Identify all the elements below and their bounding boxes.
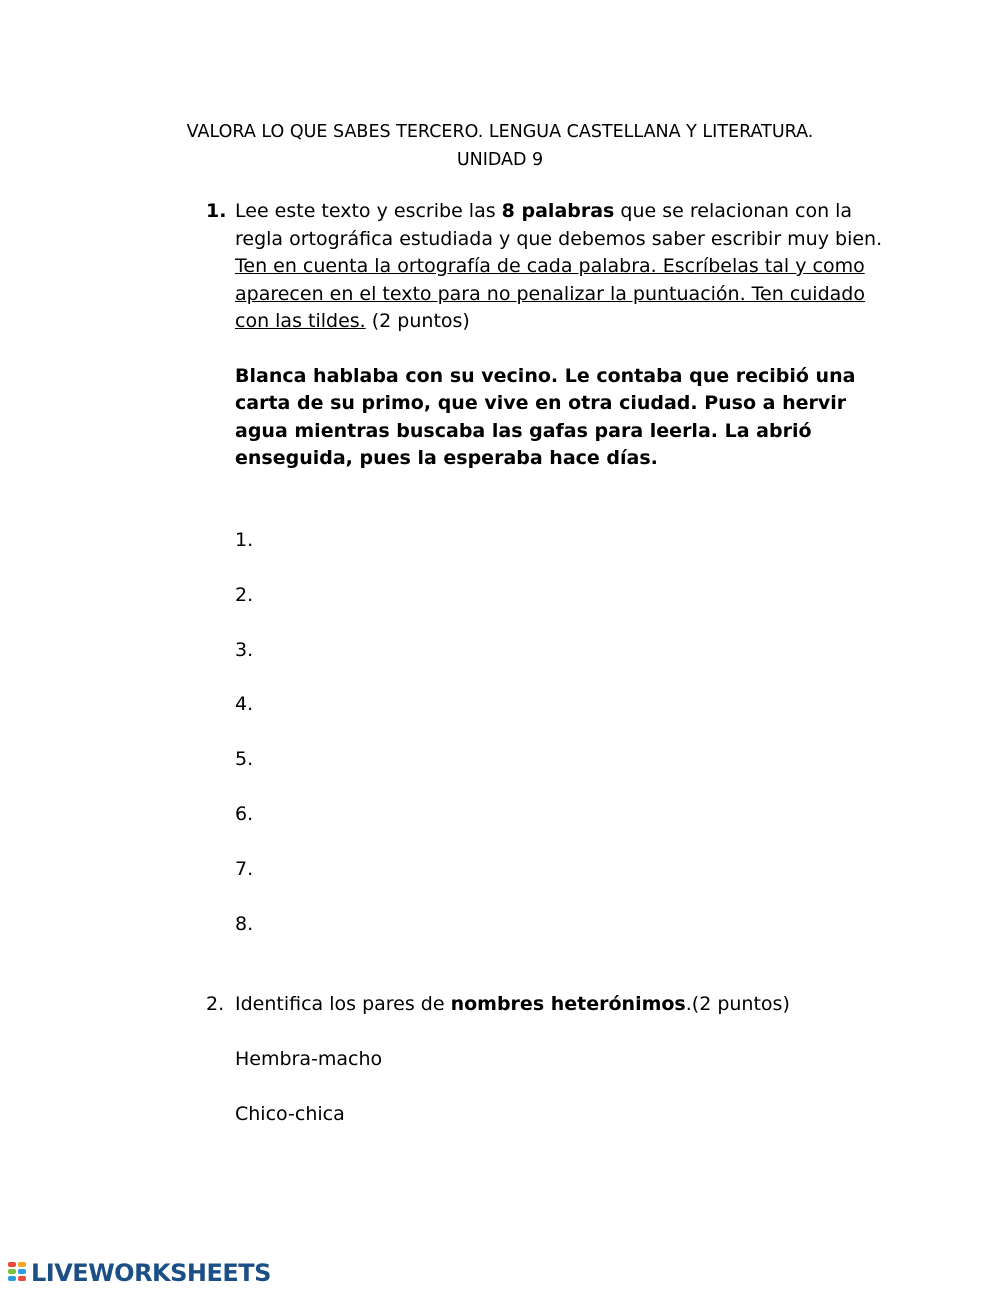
question-1-points: (2 puntos) [365, 310, 470, 332]
question-1-intro-rest: que se relacionan con la regla ortográfica estudiada y que debemos saber escribir muy bien. [235, 200, 883, 250]
answer-list [235, 527, 253, 965]
question-2-points: .(2 puntos) [685, 993, 790, 1015]
liveworksheets-logo [8, 1258, 271, 1288]
title-line-1: VALORA LO QUE SABES TERCERO. LENGUA CASTELLANA Y LITERATURA. [186, 122, 814, 142]
answer-line-8: 8. [235, 912, 254, 935]
question-1-intro: Lee este texto y escribe las [235, 200, 502, 222]
logo-text: LIVEWORKSHEETS [31, 1259, 271, 1287]
question-1-instructions [235, 198, 886, 336]
pair-item-1: Hembra-macho [235, 1048, 383, 1070]
answer-line-7: 7. [235, 857, 254, 880]
answer-line-6: 6. [235, 802, 254, 825]
answer-line-3: 3. [235, 638, 254, 661]
answer-line-2: 2. [235, 583, 254, 606]
reading-passage: Blanca hablaba con su vecino. Le contaba que recibió una carta de su primo, que vive en otra ciudad. Puso a hervir agua mientras buscaba las gafas para leerla. La abrió enseguida, pues la esperaba hace días. [235, 364, 856, 469]
question-2-intro: Identifica los pares de [235, 993, 451, 1015]
question-2 [206, 991, 886, 1019]
question-1-keyword: 8 palabras [501, 200, 615, 222]
answer-line-1: 1. [235, 529, 254, 551]
answer-line-4: 4. [235, 693, 254, 716]
liveworksheets-mark-icon [8, 1260, 28, 1286]
page-title [0, 118, 1000, 174]
question-1-number: 1. [206, 200, 227, 222]
question-2-number: 2. [206, 993, 225, 1015]
question-2-keyword: nombres heterónimos [450, 993, 686, 1015]
question-1 [206, 198, 886, 473]
title-line-2: UNIDAD 9 [456, 150, 544, 170]
answer-line-5: 5. [235, 748, 254, 771]
pair-item-2: Chico-chica [235, 1103, 345, 1125]
question-1-underlined-note: Ten en cuenta la ortografía de cada palabra. Escríbelas tal y como aparecen en el texto para no penalizar la puntuación. Ten cuidado con las tildes. [235, 255, 865, 332]
